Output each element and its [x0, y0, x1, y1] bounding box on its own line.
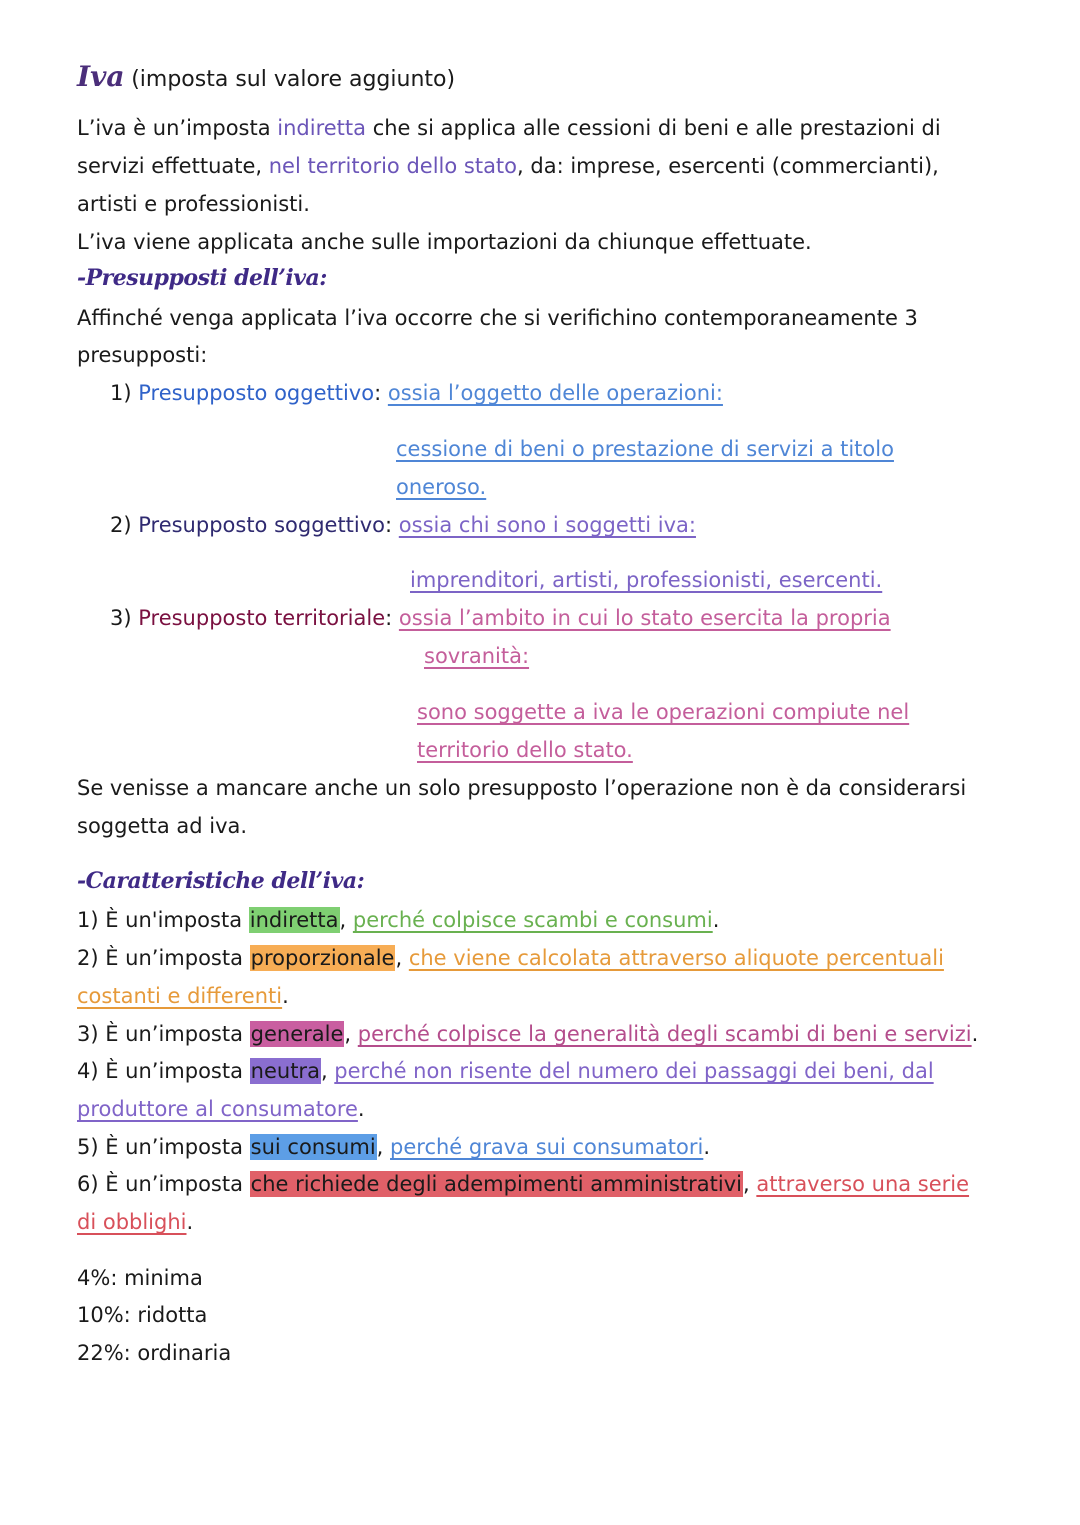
intro-line-1: L’iva è un’imposta indiretta che si applica alle cessioni di beni e alle prestazioni di [77, 116, 941, 140]
caratteristica-4-cont: produttore al consumatore. [77, 1097, 365, 1121]
caratteristica-1: 1) È un'imposta indiretta, perché colpisce scambi e consumi. [77, 908, 720, 932]
highlight-neutra: neutra [250, 1059, 320, 1083]
caratteristica-6-cont: di obblighi. [77, 1210, 194, 1234]
intro-line-3: artisti e professionisti. [77, 192, 310, 216]
caratteristica-2: 2) È un’imposta proporzionale, che viene calcolata attraverso aliquote percentuali [77, 946, 944, 970]
caratteristica-6: 6) È un’imposta che richiede degli adempimenti amministrativi, attraverso una serie [77, 1172, 970, 1196]
highlight-generale: generale [250, 1022, 344, 1046]
presupposto-oggettivo-detail-1: cessione di beni o prestazione di servizi a titolo [396, 437, 894, 461]
presupposto-soggettivo-detail: imprenditori, artisti, professionisti, esercenti. [410, 568, 883, 592]
presupposto-oggettivo-def: ossia l’oggetto delle operazioni: [387, 381, 723, 405]
aliquota-ordinaria: 22%: ordinaria [77, 1341, 232, 1365]
title-main: Iva [77, 60, 125, 93]
page-title [77, 62, 455, 95]
presupposto-territoriale-def-2: sovranità: [424, 644, 530, 668]
keyword-indiretta: indiretta [277, 116, 367, 140]
highlight-proporzionale: proporzionale [250, 946, 395, 970]
presupposto-2: 2) Presupposto soggettivo: ossia chi sono i soggetti iva: [110, 513, 696, 537]
presupposto-territoriale-detail-1: sono soggette a iva le operazioni compiute nel [417, 700, 910, 724]
presupposto-territoriale-def-1: ossia l’ambito in cui lo stato esercita la propria [398, 606, 891, 630]
presupposto-territoriale-label: Presupposto territoriale [138, 606, 386, 630]
presupposto-3: 3) Presupposto territoriale: ossia l’ambito in cui lo stato esercita la propria [110, 606, 891, 630]
presupposto-soggettivo-def: ossia chi sono i soggetti iva: [398, 513, 696, 537]
presupposto-territoriale-detail-2: territorio dello stato. [417, 738, 633, 762]
presupposto-soggettivo-label: Presupposto soggettivo [138, 513, 386, 537]
caratteristica-2-cont: costanti e differenti. [77, 984, 289, 1008]
title-sub: (imposta sul valore aggiunto) [131, 67, 456, 92]
keyword-territorio: nel territorio dello stato [268, 154, 518, 178]
presupposti-intro-1: Affinché venga applicata l’iva occorre che si verifichino contemporaneamente 3 [77, 306, 918, 330]
presupposti-intro-2: presupposti: [77, 343, 208, 367]
aliquota-ridotta: 10%: ridotta [77, 1303, 208, 1327]
caratteristica-3: 3) È un’imposta generale, perché colpisce la generalità degli scambi di beni e servizi. [77, 1022, 979, 1046]
caratteristica-5: 5) È un’imposta sui consumi, perché grava sui consumatori. [77, 1135, 710, 1159]
presupposto-oggettivo-detail-2: oneroso. [396, 475, 487, 499]
section-heading-caratteristiche: -Caratteristiche dell’iva: [77, 868, 365, 894]
highlight-sui-consumi: sui consumi [250, 1135, 376, 1159]
intro-line-2: servizi effettuate, nel territorio dello stato, da: imprese, esercenti (commercianti), [77, 154, 939, 178]
section-heading-presupposti: -Presupposti dell’iva: [77, 265, 327, 291]
presupposto-oggettivo-label: Presupposto oggettivo [138, 381, 375, 405]
presupposto-1: 1) Presupposto oggettivo: ossia l’oggetto delle operazioni: [110, 381, 723, 405]
caratteristica-4: 4) È un’imposta neutra, perché non risente del numero dei passaggi dei beni, dal [77, 1059, 934, 1083]
highlight-adempimenti: che richiede degli adempimenti amministrativi [250, 1172, 742, 1196]
intro-line-4: L’iva viene applicata anche sulle importazioni da chiunque effettuate. [77, 230, 812, 254]
aliquota-minima: 4%: minima [77, 1266, 203, 1290]
closing-line-1: Se venisse a mancare anche un solo presupposto l’operazione non è da considerarsi [77, 776, 967, 800]
closing-line-2: soggetta ad iva. [77, 814, 248, 838]
highlight-indiretta: indiretta [249, 908, 339, 932]
